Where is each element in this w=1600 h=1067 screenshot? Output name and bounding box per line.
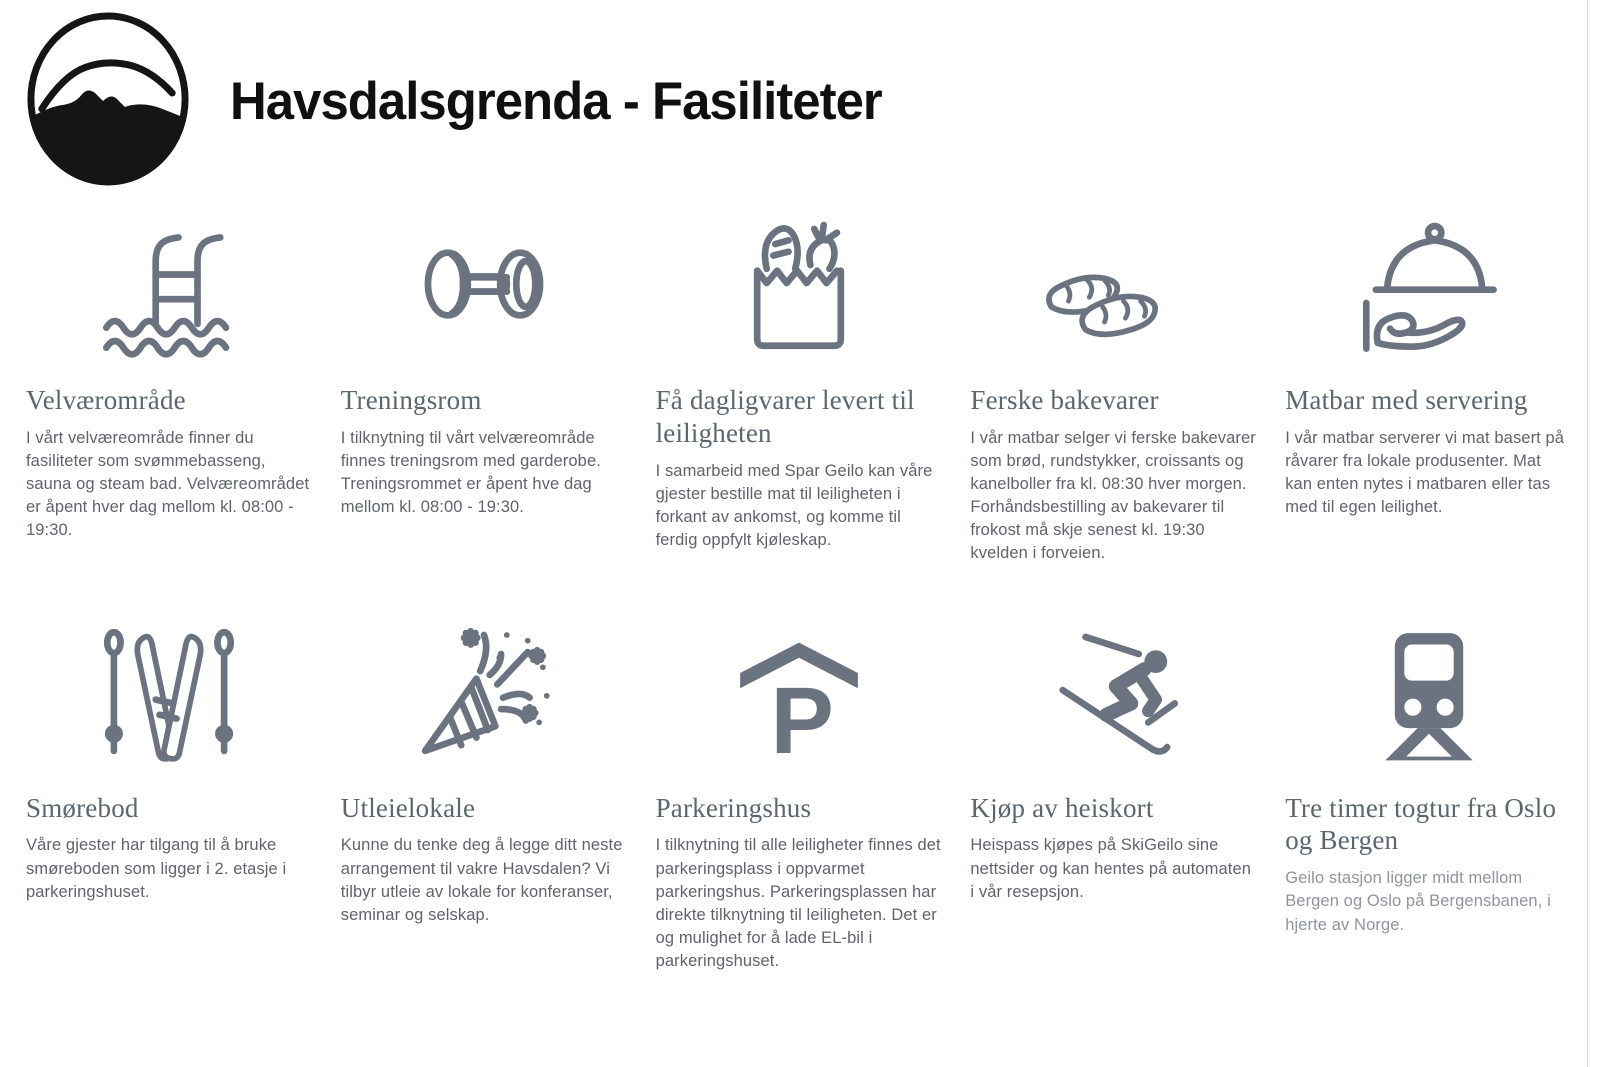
facility-card-parkeringshus: [656, 608, 943, 974]
train-icon: [1285, 608, 1572, 776]
facility-description: Våre gjester har tilgang til å bruke smøreboden som ligger i 2. etasje i parkeringshuset.: [26, 836, 287, 901]
facility-card-smorebod: [26, 608, 313, 974]
facility-description: Kunne du tenke deg å legge ditt neste arrangement til vakre Havsdalen? Vi tilbyr utleie av lokale for konferanser, seminar og selskap.: [340, 836, 623, 924]
svg-text:P: P: [770, 667, 834, 768]
facility-description: I vår matbar selger vi ferske bakevarer som brød, rundstykker, croissants og kanelboller fra kl. 08:30 hver morgen. Forhåndsbestilling av bakevarer til frokost må skje senest kl. 19:30 kvelden i forveien.: [970, 428, 1256, 563]
facility-description: Heispass kjøpes på SkiGeilo sine nettsider og kan hentes på automaten i vår resepsjon.: [970, 836, 1252, 901]
facility-description: I vår matbar serverer vi mat basert på råvarer fra lokale produsenter. Mat kan enten nytes i matbaren eller tas med til egen leilighet.: [1285, 428, 1565, 517]
facility-title: Utleielokale: [340, 792, 476, 823]
facility-card-utleielokale: [341, 608, 628, 974]
facility-title: Velværområde: [26, 385, 186, 415]
facility-title: Ferske bakevarer: [970, 385, 1159, 415]
facility-card-velvaeromrade: [26, 200, 313, 566]
facility-description: I tilknytning til alle leiligheter finnes det parkeringsplass i oppvarmet parkeringshus. Parkeringsplassen har direkte tilknytning til leiligheten. Det er og mulighet for å lade EL-bil i parkeringshuset.: [655, 836, 941, 970]
crossed-skis-icon: [26, 608, 313, 776]
facility-card-treningsrom: [341, 200, 628, 566]
facility-description: I vårt velværeområde finner du fasiliteter som svømmebasseng, sauna og steam bad. Velværeområdet er åpent hver dag mellom kl. 08:00 - 19:30.: [26, 428, 310, 540]
facility-card-togtur: [1285, 608, 1572, 974]
facility-description: I samarbeid med Spar Geilo kan våre gjester bestille mat til leiligheten i forkant av ankomst, og komme til ferdig oppfylt kjøleskap.: [655, 461, 933, 550]
facility-card-matbar: [1285, 200, 1572, 566]
bread-icon: [970, 200, 1257, 368]
cloche-hand-icon: [1285, 200, 1572, 368]
facility-title: Kjøp av heiskort: [970, 792, 1154, 823]
page-right-edge-line: [1587, 0, 1588, 1067]
facility-description: Geilo stasjon ligger midt mellom Bergen og Oslo på Bergensbanen, i hjerte av Norge.: [1285, 869, 1551, 934]
facility-title: Tre timer togtur fra Oslo og Bergen: [1285, 792, 1557, 856]
facility-card-bakevarer: [970, 200, 1257, 566]
facility-card-heiskort: [970, 608, 1257, 974]
downhill-skier-icon: [970, 608, 1257, 776]
facility-title: Matbar med servering: [1285, 385, 1528, 415]
party-popper-icon: [341, 608, 628, 776]
facility-card-dagligvarer: [656, 200, 943, 566]
page-header: [0, 0, 1600, 194]
parking-garage-icon: [656, 608, 943, 776]
facility-title: Smørebod: [26, 792, 139, 823]
facility-description: I tilknytning til vårt velværeområde finnes treningsrom med garderobe. Treningsrommet er åpent hve dag mellom kl. 08:00 - 19:30.: [340, 428, 601, 517]
pool-ladder-icon: [26, 200, 313, 368]
grocery-bag-icon: [656, 200, 943, 368]
facility-title: Få dagligvarer levert til leiligheten: [655, 385, 915, 448]
page-title: Havsdalsgrenda - Fasiliteter: [230, 71, 882, 131]
facility-title: Parkeringshus: [655, 792, 812, 823]
mountain-logo: [24, 10, 192, 193]
dumbbell-icon: [341, 200, 628, 368]
facilities-grid: [0, 194, 1600, 973]
facility-title: Treningsrom: [340, 385, 482, 415]
